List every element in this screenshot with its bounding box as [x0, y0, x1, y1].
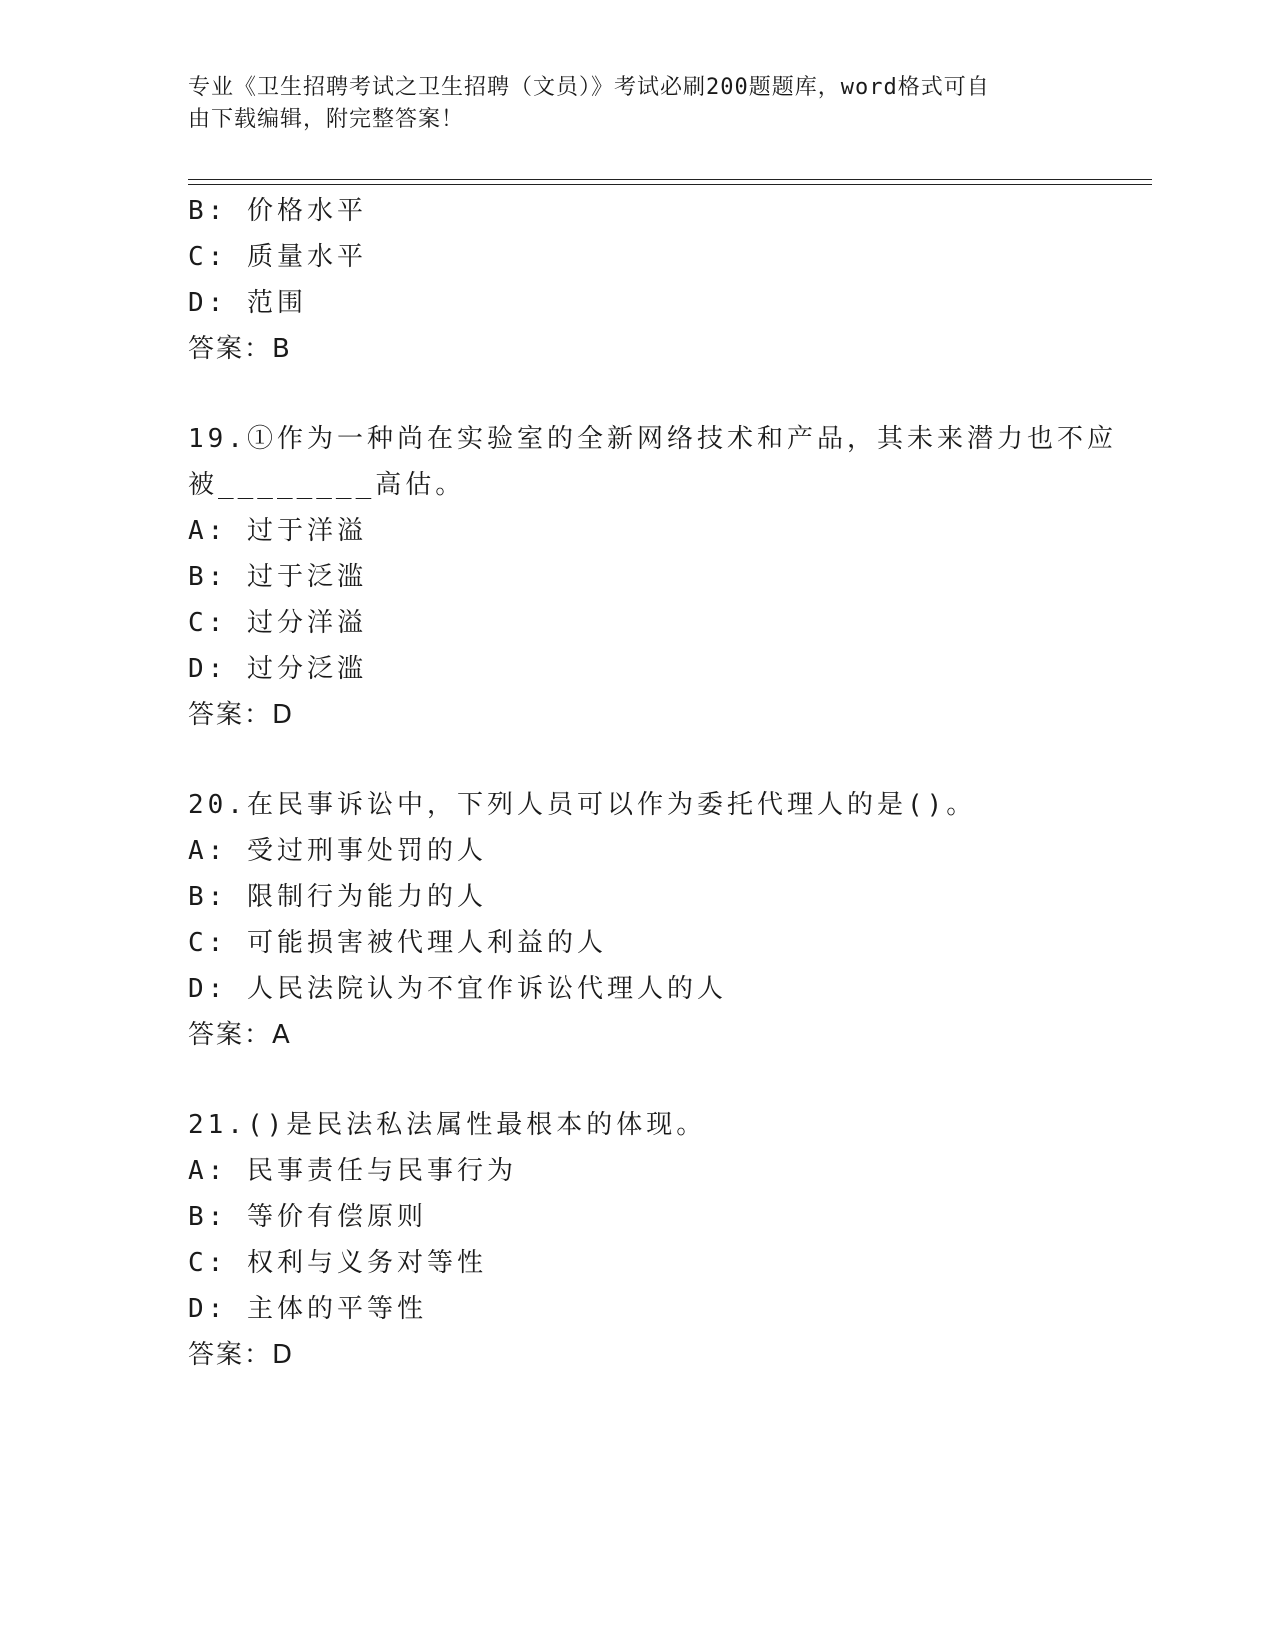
- option-b: B: 价格水平: [188, 196, 367, 226]
- option-a: A: 过于洋溢: [188, 516, 367, 546]
- question-21: [188, 1102, 1152, 1378]
- header-line-1: 专业《卫生招聘考试之卫生招聘（文员）》考试必刷200题题库，word格式可自: [188, 75, 990, 100]
- answer: 答案：A: [188, 1020, 292, 1050]
- question-20: [188, 782, 1152, 1058]
- question-19: [188, 416, 1152, 738]
- question-text-line-1: 19.①作为一种尚在实验室的全新网络技术和产品，其未来潜力也不应: [188, 424, 1117, 454]
- option-c: C: 质量水平: [188, 242, 367, 272]
- answer: 答案：D: [188, 700, 295, 730]
- question-text: 21.()是民法私法属性最根本的体现。: [188, 1110, 707, 1140]
- option-d: D: 范围: [188, 288, 307, 318]
- option-d: D: 人民法院认为不宜作诉讼代理人的人: [188, 974, 727, 1004]
- option-c: C: 权利与义务对等性: [188, 1248, 487, 1278]
- question-text: 20.在民事诉讼中，下列人员可以作为委托代理人的是()。: [188, 790, 977, 820]
- header-rule-bottom: [188, 184, 1152, 185]
- option-a: A: 受过刑事处罚的人: [188, 836, 487, 866]
- answer: 答案：B: [188, 334, 292, 364]
- option-b: B: 等价有偿原则: [188, 1202, 427, 1232]
- option-b: B: 过于泛滥: [188, 562, 367, 592]
- option-d: D: 主体的平等性: [188, 1294, 427, 1324]
- option-c: C: 可能损害被代理人利益的人: [188, 928, 607, 958]
- option-c: C: 过分洋溢: [188, 608, 367, 638]
- question-text-line-2: 被________高估。: [188, 470, 466, 500]
- question-18: [188, 188, 1152, 372]
- header-line-2: 由下载编辑，附完整答案！: [188, 107, 465, 132]
- option-b: B: 限制行为能力的人: [188, 882, 487, 912]
- option-d: D: 过分泛滥: [188, 654, 367, 684]
- option-a: A: 民事责任与民事行为: [188, 1156, 517, 1186]
- header-rule-top: [188, 179, 1152, 180]
- document-header: [188, 72, 1068, 136]
- answer: 答案：D: [188, 1340, 295, 1370]
- document-body: [188, 188, 1152, 1378]
